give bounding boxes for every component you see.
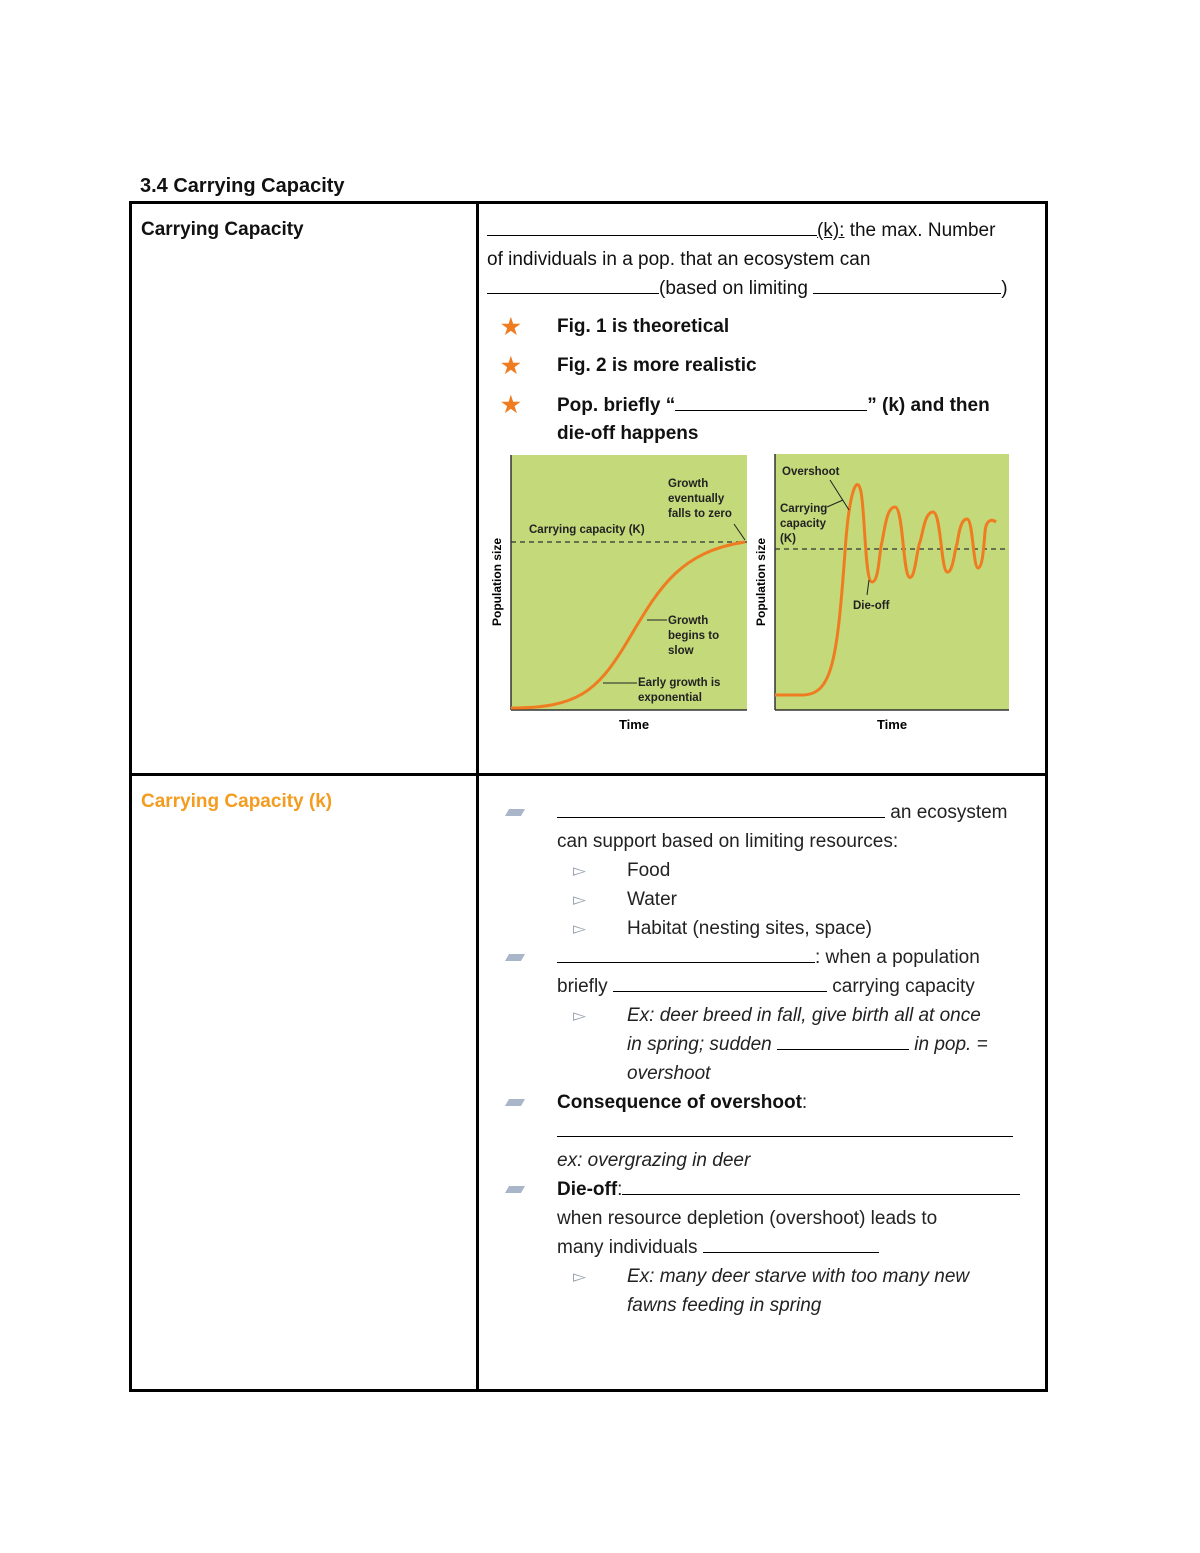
resource-item: [487, 885, 1047, 914]
example-item: [487, 1262, 1047, 1320]
carrying-capacity-figures: [487, 452, 1027, 742]
list-item-text: die-off happens: [557, 423, 699, 444]
resource-text: Habitat (nesting sites, space): [627, 918, 873, 939]
list-item-heading: Consequence of overshoot: [557, 1092, 802, 1113]
fill-blank: [813, 274, 1001, 294]
fig2-ylabel: Population size: [754, 537, 768, 627]
fig1-annotation-mid: Growth begins to slow: [668, 615, 720, 657]
triangle-bullet-icon: ▻: [573, 1006, 587, 1025]
row1-notes: [487, 216, 1037, 459]
list-item-text: an ecosystem: [885, 802, 1008, 823]
definition-text: ): [1001, 278, 1008, 299]
list-item: [487, 798, 1047, 856]
fill-blank: [622, 1175, 1020, 1195]
list-item: [487, 1088, 1047, 1175]
resource-item: [487, 856, 1047, 885]
fig1-annotation-low: Early growth is exponential: [638, 677, 721, 704]
fig2-overshoot-label: Overshoot: [782, 466, 840, 478]
list-item-text: Pop. briefly “: [557, 395, 676, 416]
star-icon: ★: [501, 353, 521, 378]
list-item-text: many individuals: [557, 1237, 703, 1258]
row-divider: [132, 773, 1045, 776]
notes-table: [129, 201, 1048, 1392]
fig1-k-label: Carrying capacity (K): [529, 524, 645, 536]
star-icon: ★: [501, 314, 521, 339]
fig1-ylabel: Population size: [490, 537, 504, 627]
fill-blank: [557, 798, 885, 818]
fill-blank: [675, 391, 867, 411]
fig2-plot-area: [775, 454, 1009, 710]
fill-blank: [777, 1030, 909, 1050]
list-item-text: :: [617, 1179, 623, 1200]
list-item: [487, 391, 1037, 448]
list-item-text: carrying capacity: [826, 976, 975, 997]
column-divider: [476, 204, 479, 1389]
definition-text: (based on limiting: [659, 278, 814, 299]
example-text: overshoot: [627, 1063, 711, 1084]
list-item-text: can support based on limiting resources:: [557, 831, 899, 852]
bullet-marker-icon: [505, 1099, 525, 1106]
row1-term: Carrying Capacity: [141, 219, 304, 240]
fill-blank: [557, 943, 815, 963]
fig1-xlabel: Time: [618, 717, 650, 732]
fig1-annotation-top: Growth eventually falls to zero: [668, 478, 732, 520]
star-icon: ★: [501, 392, 521, 417]
fig2-xlabel: Time: [876, 717, 908, 732]
list-item: [487, 352, 1037, 380]
list-item: [487, 943, 1047, 1001]
example-text: in pop. =: [909, 1034, 988, 1055]
row2-notes: [487, 798, 1047, 1320]
triangle-bullet-icon: ▻: [573, 861, 587, 880]
star-list: [487, 313, 1037, 448]
list-item-heading: Die-off: [557, 1179, 618, 1200]
fill-blank: [613, 972, 827, 992]
example-text: Ex: deer breed in fall, give birth all at once: [627, 1005, 981, 1026]
example-text: Ex: many deer starve with too many new: [627, 1266, 970, 1287]
resource-text: Water: [627, 889, 677, 910]
definition-line-2: of individuals in a pop. that an ecosystem can: [487, 249, 871, 270]
bullet-marker-icon: [505, 954, 525, 961]
example-item: [487, 1001, 1047, 1088]
list-item-text: ” (k) and then: [867, 395, 990, 416]
definition-line-1: [487, 216, 1037, 245]
example-text: in spring; sudden: [627, 1034, 777, 1055]
list-item-text: Fig. 1 is theoretical: [557, 316, 730, 337]
list-item-text: Fig. 2 is more realistic: [557, 355, 757, 376]
page-title: 3.4 Carrying Capacity: [140, 175, 345, 197]
list-item-text: briefly: [557, 976, 613, 997]
definition-text: the max. Number: [844, 220, 996, 241]
list-item-text: : when a population: [815, 947, 980, 968]
fig2-dieoff-label: Die-off: [853, 600, 890, 612]
k-label: (k):: [817, 220, 845, 241]
fill-blank: [487, 216, 817, 236]
definition-line-3: [487, 274, 1037, 303]
list-item: [487, 1175, 1047, 1262]
example-text: ex: overgrazing in deer: [557, 1150, 751, 1171]
resource-text: Food: [627, 860, 671, 881]
bullet-marker-icon: [505, 809, 525, 816]
fig2-capacity-label: Carrying capacity (K): [780, 503, 828, 545]
list-item: [487, 313, 1037, 341]
fill-blank: [703, 1233, 879, 1253]
row2-term: Carrying Capacity (k): [141, 791, 333, 812]
example-text: fawns feeding in spring: [627, 1295, 822, 1316]
list-item-text: :: [801, 1092, 808, 1113]
bullet-marker-icon: [505, 1186, 525, 1193]
triangle-bullet-icon: ▻: [573, 1267, 587, 1286]
resource-item: [487, 914, 1047, 943]
triangle-bullet-icon: ▻: [573, 919, 587, 938]
fill-blank: [487, 274, 659, 294]
list-item-text: when resource depletion (overshoot) leads to: [557, 1208, 938, 1229]
triangle-bullet-icon: ▻: [573, 890, 587, 909]
fill-blank: [557, 1117, 1013, 1137]
